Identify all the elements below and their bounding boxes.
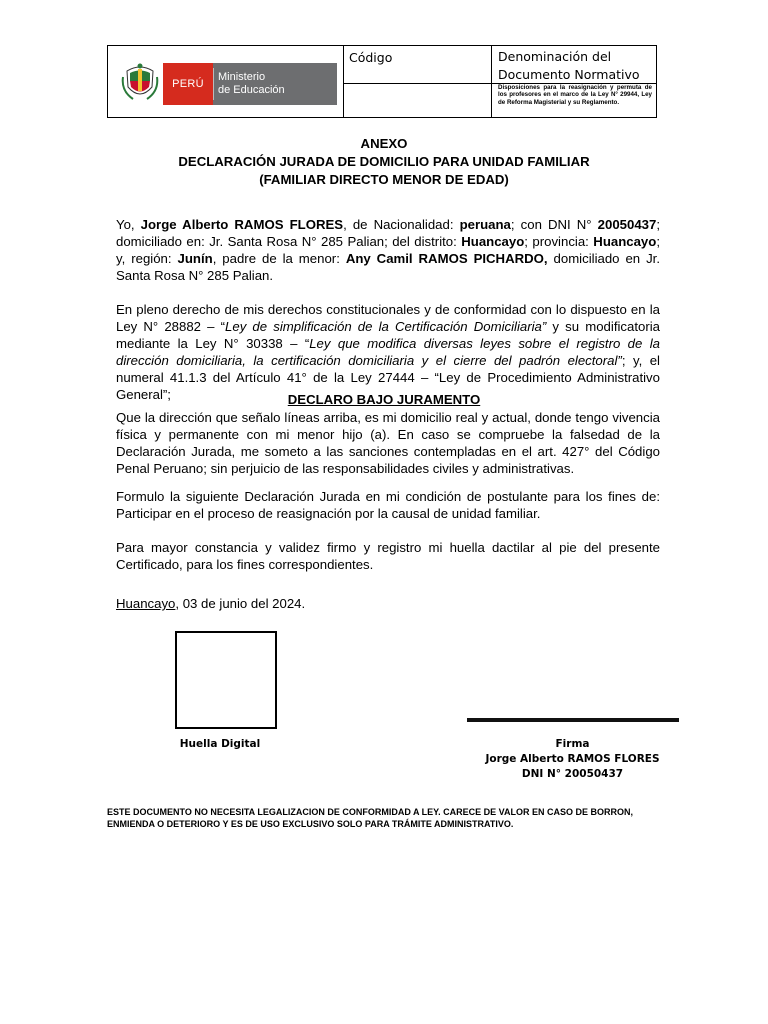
signer-name: Jorge Alberto RAMOS FLORES <box>485 753 660 765</box>
ministry-brand-block <box>213 63 337 105</box>
purpose-paragraph: Formulo la siguiente Declaración Jurada en mi condición de postulante para los fines de: Participar en el proceso de reasignación por la causal de unidad familiar. <box>116 489 660 521</box>
peru-brand-block <box>163 63 213 105</box>
signer-dni: DNI N° 20050437 <box>521 768 624 780</box>
province: Huancayo <box>593 234 657 249</box>
declaro-heading: DECLARO BAJO JURAMENTO <box>287 392 481 407</box>
ministry-line-2: de Educación <box>218 84 285 96</box>
minor-name: Any Camil RAMOS PICHARDO, <box>345 251 548 266</box>
declaration-title: DECLARACIÓN JURADA DE DOMICILIO PARA UNIDAD FAMILIAR <box>178 154 590 169</box>
header-divider <box>491 46 492 117</box>
region: Junín <box>177 251 213 266</box>
declaration-paragraph: Que la dirección que señalo líneas arriba, es mi domicilio real y actual, donde tengo vivencia física y permanente con mi menor hijo (a). En caso se compruebe la falsedad de la Declaración Jurada, me someto a las sanciones contempladas en el art. 427° del Código Penal Peruano; sin perjuicio de las responsabilidades civiles y administrativas. <box>116 410 660 476</box>
annex-title: ANEXO <box>360 136 408 151</box>
ministry-line-1: Ministerio <box>218 71 266 83</box>
footer-notice: ESTE DOCUMENTO NO NECESITA LEGALIZACION DE CONFORMIDAD A LEY. CARECE DE VALOR EN CASO DE BORRON, ENMIENDA O DETERIORO Y ES DE USO EXCLUSIVO SOLO PARA TRÁMITE ADMINISTRATIVO. <box>107 807 634 829</box>
document-header <box>107 45 657 118</box>
huella-label: Huella Digital <box>179 738 261 750</box>
header-divider <box>343 46 344 117</box>
minedu-logo <box>116 61 336 106</box>
legal-basis-paragraph: En pleno derecho de mis derechos constitucionales y de conformidad con lo dispuesto en la Ley N° 28882 – “Ley de simplificación de la Certificación Domiciliaria” y su modificatoria mediante la Ley N° 30338 – “Ley que modifica diversas leyes sobre el registro de la dirección domiciliaria, la certificación domiciliaria y el cierre del padrón electoral”; y, el numeral 41.1.3 del Artículo 41° de la Ley 27444 – “Ley de Procedimiento Administrativo General”; <box>116 302 660 402</box>
fingerprint-box <box>175 631 277 729</box>
codigo-label: Código <box>349 50 393 65</box>
dni-number: 20050437 <box>597 217 657 232</box>
denominacion-label: Denominación del Documento Normativo <box>498 49 640 82</box>
disposiciones-text: Disposiciones para la reasignación y permuta de los profesores en el marco de la Ley N° 29944, Ley de Reforma Magisterial y su Reglamento. <box>498 84 652 106</box>
peru-coat-of-arms-icon <box>121 63 159 103</box>
firma-label: Firma <box>555 738 590 750</box>
signature-line <box>467 718 679 722</box>
district: Huancayo <box>461 234 525 249</box>
constancy-paragraph: Para mayor constancia y validez firmo y registro mi huella dactilar al pie del presente Certificado, para los fines correspondientes. <box>116 540 660 572</box>
declaration-subtitle: (FAMILIAR DIRECTO MENOR DE EDAD) <box>259 172 509 187</box>
declarant-name: Jorge Alberto RAMOS FLORES <box>140 217 344 232</box>
city: Huancayo <box>116 596 176 611</box>
nationality: peruana <box>459 217 511 232</box>
identity-paragraph: Yo, Jorge Alberto RAMOS FLORES, de Nacionalidad: peruana; con DNI N° 20050437; domiciliado en: Jr. Santa Rosa N° 285 Palian; del distrito: Huancayo; provincia: Huancayo; y, región: Junín, padre de la menor: Any Camil RAMOS PICHARDO, domiciliado en Jr. Santa Rosa N° 285 Palian. <box>116 217 661 283</box>
place-and-date: Huancayo, 03 de junio del 2024. <box>116 596 306 611</box>
peru-label: PERÚ <box>172 78 204 90</box>
